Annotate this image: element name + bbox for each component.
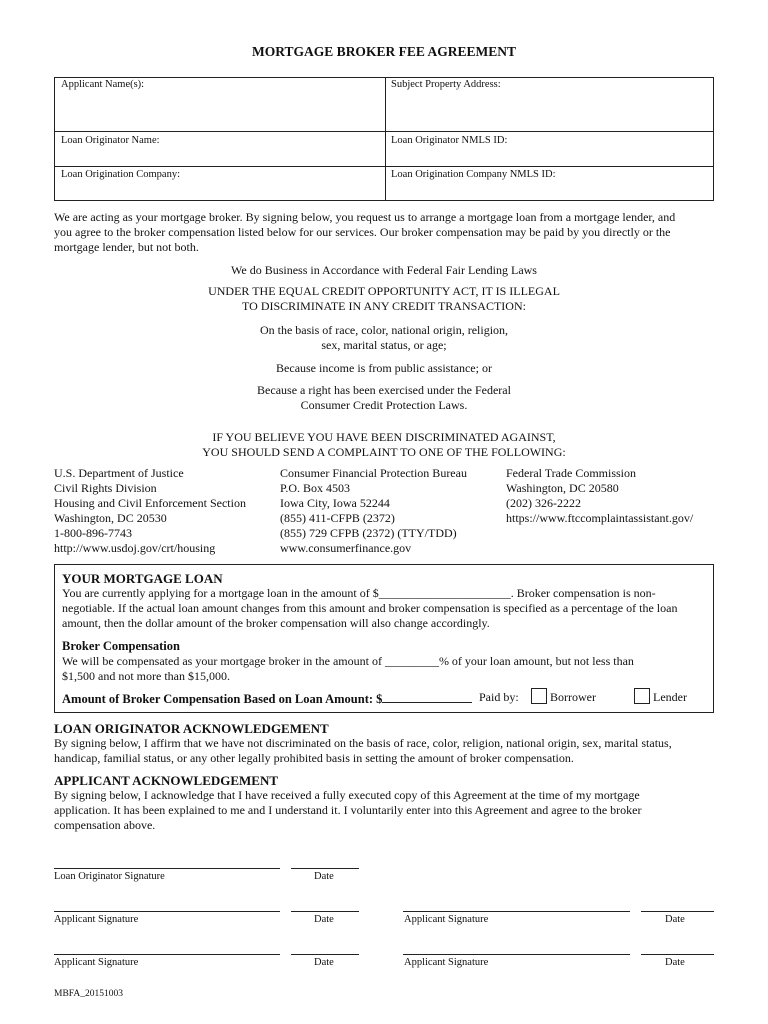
compensation-line: We will be compensated as your mortgage broker in the amount of _________% of your loan amount, but not less than — [62, 654, 634, 668]
amount-row — [62, 690, 472, 707]
loan-line: You are currently applying for a mortgage loan in the amount of $______________________. Broker compensation is non- — [62, 586, 656, 600]
applicant-date-line[interactable] — [641, 911, 714, 912]
complaint-line: IF YOU BELIEVE YOU HAVE BEEN DISCRIMINATED AGAINST, — [212, 430, 556, 444]
lo-ack-heading: LOAN ORIGINATOR ACKNOWLEDGEMENT — [54, 721, 329, 736]
agency-line: P.O. Box 4503 — [280, 481, 351, 495]
rights-statement — [0, 383, 768, 413]
loan-line: amount, then the dollar amount of the broker compensation will also change accordingly. — [62, 616, 490, 630]
document-title: MORTGAGE BROKER FEE AGREEMENT — [252, 44, 516, 59]
loan-line: negotiable. If the actual loan amount changes from this amount and broker compensation is specified as a percentage of the loan — [62, 601, 678, 615]
applicant-signature-line[interactable] — [403, 954, 630, 955]
agency-line: Washington, DC 20580 — [506, 481, 619, 495]
compensation-heading: Broker Compensation — [62, 639, 180, 653]
rights-line: Because a right has been exercised under the Federal — [257, 383, 511, 397]
agency-line: Federal Trade Commission — [506, 466, 637, 480]
app-ack-line: By signing below, I acknowledge that I have received a fully executed copy of this Agreement at the time of my mortgage — [54, 788, 640, 802]
ecoa-line: TO DISCRIMINATE IN ANY CREDIT TRANSACTION: — [242, 299, 526, 313]
applicant-signature-line[interactable] — [54, 954, 280, 955]
agency-ftc — [506, 466, 693, 526]
agency-line: (202) 326-2222 — [506, 496, 581, 510]
table-row-line — [55, 131, 713, 132]
intro-line: you agree to the broker compensation listed below for our services. Our broker compensation may be paid by you directly or the — [54, 225, 671, 239]
applicant-date-label: Date — [665, 957, 685, 968]
lo-signature-line[interactable] — [54, 868, 280, 869]
applicant-info-table — [54, 77, 714, 201]
applicant-date-line[interactable] — [291, 911, 359, 912]
loan-heading: YOUR MORTGAGE LOAN — [62, 571, 223, 586]
lo-ack-line: handicap, familial status, or any other legally prohibited basis in setting the amount of broker compensation. — [54, 751, 574, 765]
borrower-label: Borrower — [550, 690, 596, 704]
intro-line: We are acting as your mortgage broker. By signing below, you request us to arrange a mortgage loan from a mortgage lender, and — [54, 210, 676, 224]
basis-statement — [0, 323, 768, 353]
complaint-statement — [0, 430, 768, 460]
lender-checkbox[interactable] — [634, 688, 650, 704]
agency-line: Civil Rights Division — [54, 481, 157, 495]
table-row-line — [55, 166, 713, 167]
agency-link[interactable]: www.consumerfinance.gov — [280, 541, 412, 555]
agency-doj — [54, 466, 246, 556]
property-address-field[interactable]: Subject Property Address: — [391, 79, 501, 90]
compensation-paragraph — [62, 654, 712, 684]
ecoa-line: UNDER THE EQUAL CREDIT OPPORTUNITY ACT, IT IS ILLEGAL — [208, 284, 560, 298]
applicant-names-field[interactable]: Applicant Name(s): — [61, 79, 145, 90]
basis-line: On the basis of race, color, national origin, religion, — [259, 323, 509, 337]
agency-line: Housing and Civil Enforcement Section — [54, 496, 246, 510]
complaint-line: YOU SHOULD SEND A COMPLAINT TO ONE OF THE FOLLOWING: — [202, 445, 566, 459]
agency-line: 1-800-896-7743 — [54, 526, 132, 540]
applicant-date-line[interactable] — [291, 954, 359, 955]
basis-line: sex, marital status, or age; — [321, 338, 447, 352]
agency-line: Consumer Financial Protection Bureau — [280, 466, 467, 480]
applicant-date-label: Date — [314, 914, 334, 925]
lo-signature-label: Loan Originator Signature — [54, 871, 165, 882]
applicant-date-label: Date — [314, 957, 334, 968]
company-nmls-field[interactable]: Loan Origination Company NMLS ID: — [391, 169, 556, 180]
loan-paragraph — [62, 586, 712, 631]
borrower-checkbox[interactable] — [531, 688, 547, 704]
agency-link[interactable]: https://www.ftccomplaintassistant.gov/ — [506, 511, 694, 525]
applicant-signature-label: Applicant Signature — [54, 957, 139, 968]
app-ack-heading: APPLICANT ACKNOWLEDGEMENT — [54, 773, 279, 788]
table-divider — [385, 78, 386, 200]
loan-originator-name-field[interactable]: Loan Originator Name: — [61, 135, 160, 146]
lender-option[interactable] — [634, 688, 687, 705]
applicant-signature-line[interactable] — [403, 911, 630, 912]
borrower-option[interactable] — [531, 688, 596, 705]
applicant-signature-label: Applicant Signature — [404, 957, 489, 968]
agency-cfpb — [280, 466, 467, 556]
agency-line: Washington, DC 20530 — [54, 511, 167, 525]
company-field[interactable]: Loan Origination Company: — [61, 169, 180, 180]
app-ack-paragraph — [54, 788, 724, 833]
amount-field[interactable] — [382, 690, 472, 703]
ecoa-statement — [0, 284, 768, 314]
applicant-signature-label: Applicant Signature — [404, 914, 489, 925]
agency-link[interactable]: http://www.usdoj.gov/crt/housing — [54, 541, 216, 555]
agency-line: Iowa City, Iowa 52244 — [280, 496, 390, 510]
paid-by-label: Paid by: — [479, 690, 519, 704]
compensation-line: $1,500 and not more than $15,000. — [62, 669, 230, 683]
agency-line: (855) 729 CFPB (2372) (TTY/TDD) — [280, 526, 457, 540]
applicant-signature-label: Applicant Signature — [54, 914, 139, 925]
lender-label: Lender — [653, 690, 687, 704]
loan-originator-nmls-field[interactable]: Loan Originator NMLS ID: — [391, 135, 508, 146]
applicant-date-line[interactable] — [641, 954, 714, 955]
lo-ack-line: By signing below, I affirm that we have not discriminated on the basis of race, color, religion, national origin, sex, marital status, — [54, 736, 672, 750]
agency-line: U.S. Department of Justice — [54, 466, 184, 480]
form-id: MBFA_20151003 — [54, 989, 123, 999]
fair-lending-heading: We do Business in Accordance with Federal Fair Lending Laws — [231, 263, 537, 277]
amount-label: Amount of Broker Compensation Based on Loan Amount — [62, 692, 369, 706]
applicant-signature-line[interactable] — [54, 911, 280, 912]
mortgage-loan-box — [54, 564, 714, 713]
lo-date-label: Date — [314, 871, 334, 882]
app-ack-line: compensation above. — [54, 818, 156, 832]
applicant-date-label: Date — [665, 914, 685, 925]
lo-date-line[interactable] — [291, 868, 359, 869]
amount-dollar: : $ — [368, 692, 383, 706]
income-statement: Because income is from public assistance; or — [276, 361, 492, 375]
intro-line: mortgage lender, but not both. — [54, 240, 199, 254]
app-ack-line: application. It has been explained to me and I understand it. I voluntarily enter into this Agreement and agree to the broker — [54, 803, 642, 817]
rights-line: Consumer Credit Protection Laws. — [300, 398, 468, 412]
intro-paragraph — [54, 210, 724, 255]
lo-ack-paragraph — [54, 736, 724, 766]
agency-line: (855) 411-CFPB (2372) — [280, 511, 395, 525]
